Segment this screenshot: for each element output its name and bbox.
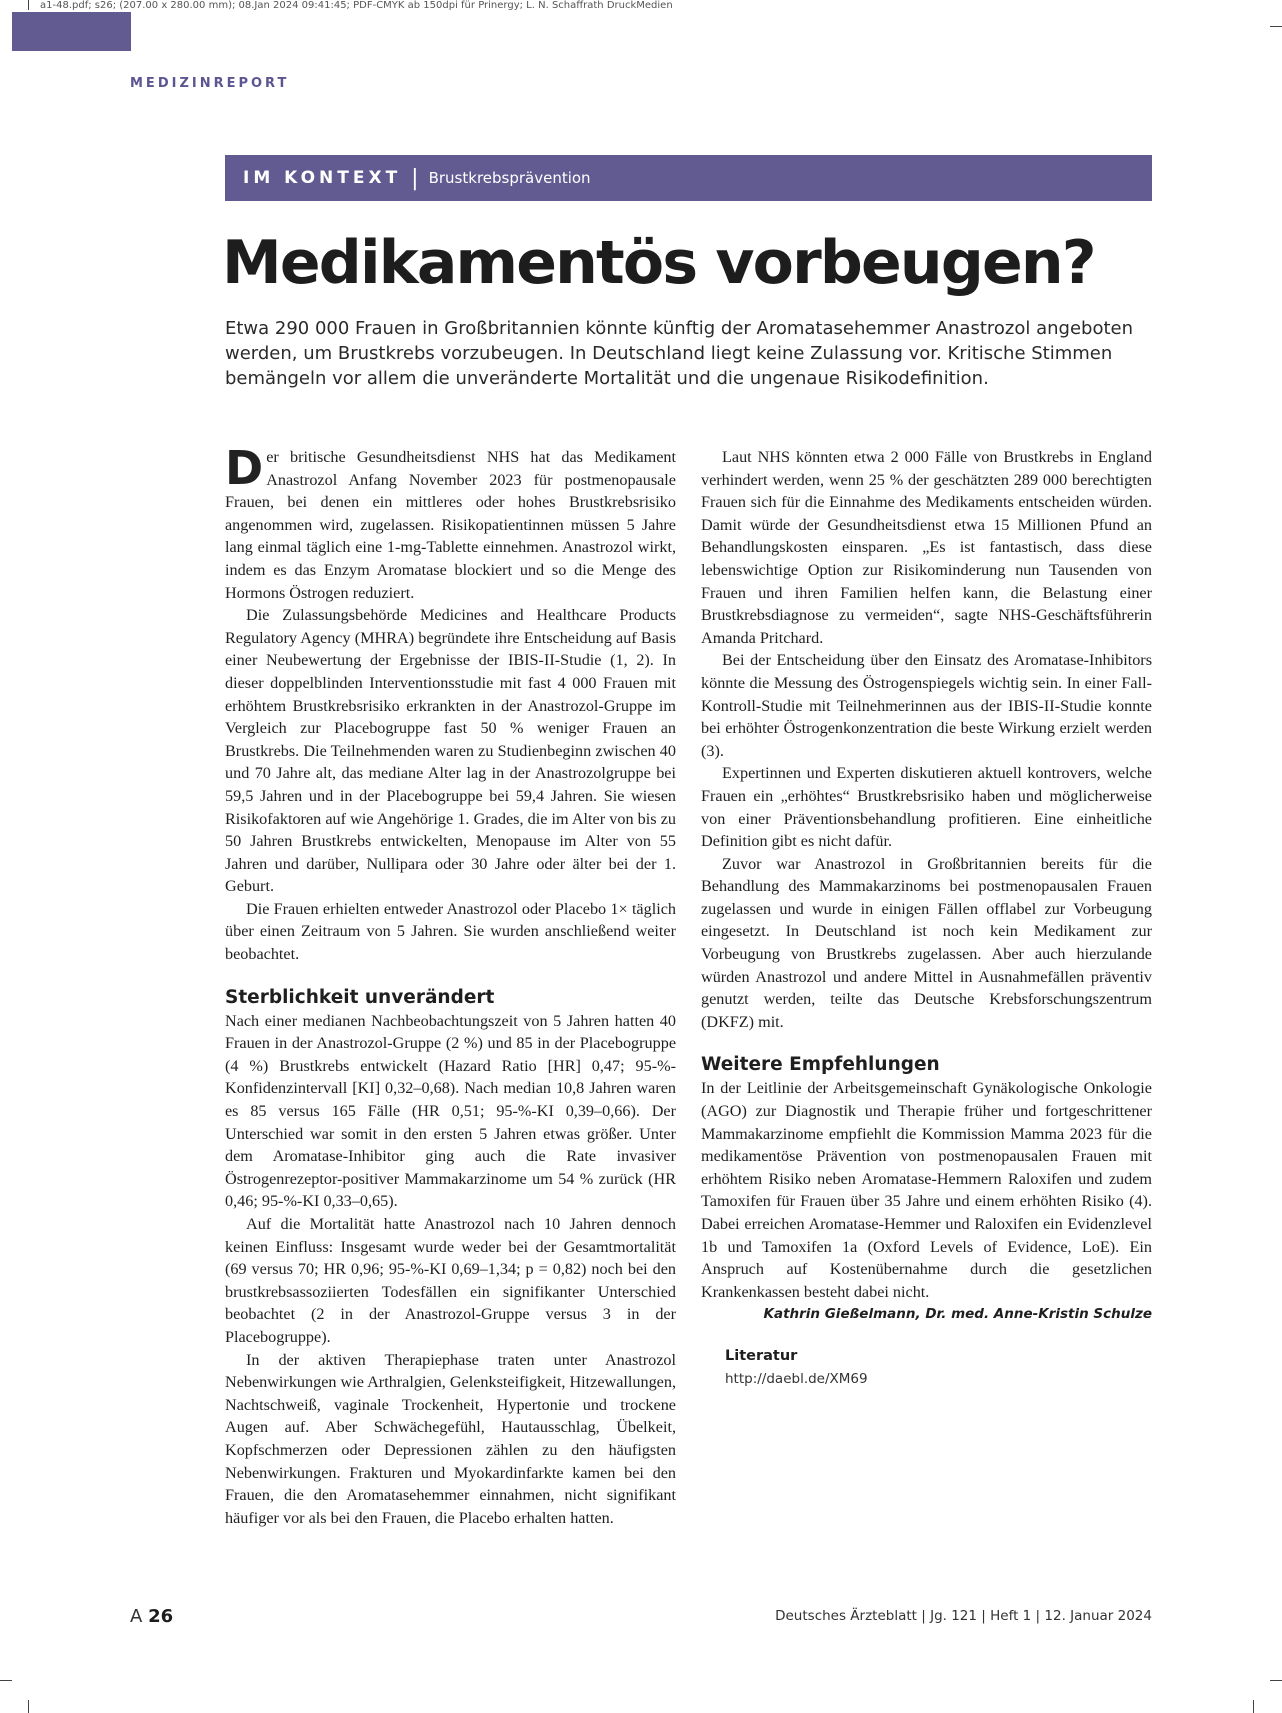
context-kicker: IM KONTEXT xyxy=(243,168,402,188)
article-paragraph: Die Zulassungsbehörde Medicines and Healthcare Products Regulatory Agency (MHRA) begründete ihre Entscheidung auf Basis einer Neubewertung der Ergebnisse der IBIS-II-Studie (1, 2). In dieser doppelblinden Interventionsstudie mit fast 4 000 Frauen mit erhöhtem Brustkrebsrisiko erkrankten in der Anastrozol-Gruppe im Vergleich zur Placebogruppe fast 50 % weniger Frauen an Brustkrebs. Die Teilnehmenden waren zu Studienbeginn zwischen 40 und 70 Jahre alt, das mediane Alter lag in der Anastrozolgruppe bei 59,5 Jahren und in der Placebogruppe bei 59,4 Jahren. Sie wiesen Risikofaktoren auf wie Angehörige 1. Grades, die im Alter von bis zu 50 Jahren Brustkrebs entwickelten, Menopause im Alter von 55 Jahren und darüber, Nullipara oder 30 Jahre oder älter bei der 1. Geburt. xyxy=(225,606,676,896)
context-separator: | xyxy=(411,165,419,191)
literature-text xyxy=(725,1321,868,1390)
journal-footer: Deutsches Ärzteblatt | Jg. 121 | Heft 1 | 12. Januar 2024 xyxy=(775,1608,1152,1624)
article-paragraph: Expertinnen und Experten diskutieren aktuell kontrovers, welche Frauen ein „erhöhtes“ Brustkrebsrisiko haben und möglicherweise von einer Präventionsbehandlung profitieren. Eine einheitliche Definition gibt es nicht dafür. xyxy=(701,764,1152,851)
page-number xyxy=(130,1606,173,1627)
literature-box xyxy=(701,1321,868,1390)
article-paragraph: In der aktiven Therapiephase traten unter Anastrozol Nebenwirkungen wie Arthralgien, Gelenksteifigkeit, Hitzewallungen, Nachtschweiß, vaginale Trockenheit, Hypertonie und trockene Augen auf. Aber Schwächegefühl, Hautausschlag, Übelkeit, Kopfschmerzen oder Depressionen zählen zu den häufigsten Nebenwirkungen. Frakturen und Myokardinfarkte kamen bei den Frauen, die den Aromatasehemmer einnahmen, nicht signifikant häufiger vor als bei den Frauen, die Placebo erhalten hatten. xyxy=(225,1350,676,1527)
article-paragraph: Auf die Mortalität hatte Anastrozol nach 10 Jahren dennoch keinen Einfluss: Insgesamt wurde weder bei der Gesamtmortalität (69 versus 70; HR 0,96; 95-%-KI 0,69–1,34; p = 0,82) noch bei den brustkrebsassoziierten Todesfällen ein signifikanter Unterschied beobachtet (2 in der Anastrozol-Gruppe versus 3 in der Placebogruppe). xyxy=(225,1215,676,1346)
section-color-tab xyxy=(12,12,131,51)
drop-cap: D xyxy=(225,441,264,495)
crop-mark xyxy=(1270,26,1282,27)
article-column-left xyxy=(225,441,676,1529)
article-paragraph: Zuvor war Anastrozol in Großbritannien bereits für die Behandlung des Mammakarzinoms bei postmenopausalen Frauen zugelassen und wurde in einigen Fällen offlabel zur Vorbeugung eingesetzt. In Deutschland ist noch kein Medikament zur Vorbeugung von Brustkrebs zugelassen. Aber auch hierzulande würden Anastrozol und andere Mittel in Ausnahmefällen präventiv genutzt werden, teilte das Deutsche Krebsforschungszentrum (DKFZ) mit. xyxy=(701,854,1152,1031)
article-paragraph: Laut NHS könnten etwa 2 000 Fälle von Brustkrebs in England verhindert werden, wenn 25 % der geschätzten 289 000 berechtigten Frauen sich für die Einnahme des Medikaments entscheiden würden. Damit würde der Gesundheitsdienst etwa 15 Millionen Pfund an Behandlungskosten einsparen. „Es ist fantastisch, dass diese lebenswichtige Option zur Risikominderung nun Tausenden von Frauen und ihren Familien helfen kann, die Belastung einer Brustkrebsdiagnose zu vermeiden“, sagte NHS-Geschäftsführerin Amanda Pritchard. xyxy=(701,448,1152,647)
article-title: Medikamentös vorbeugen? xyxy=(222,228,1095,298)
crop-mark xyxy=(1270,1680,1282,1681)
page-number-value: 26 xyxy=(148,1606,174,1627)
page-prefix: A xyxy=(130,1606,143,1627)
crop-mark xyxy=(28,0,29,10)
crop-mark xyxy=(28,1700,29,1713)
crop-mark xyxy=(0,1680,12,1681)
article-lead: Etwa 290 000 Frauen in Großbritannien könnte künftig der Aromatasehemmer Anastrozol angeboten werden, um Brustkrebs vorzubeugen. In Deutschland liegt keine Zulassung vor. Kritische Stimmen bemängeln vor allem die unveränderte Mortalität und die ungenaue Risikodefinition. xyxy=(225,318,1134,389)
print-slug: a1-48.pdf; s26; (207.00 x 280.00 mm); 08.Jan 2024 09:41:45; PDF-CMYK ab 150dpi für Prinergy; L. N. Schaffrath DruckMedien xyxy=(40,0,673,11)
crop-mark xyxy=(1253,1700,1254,1713)
article-column-right-content xyxy=(701,446,1152,1391)
article-paragraph xyxy=(225,441,676,604)
article-paragraph: Bei der Entscheidung über den Einsatz des Aromatase-Inhibitors könnte die Messung des Östrogenspiegels wichtig sein. In einer Fall-Kontroll-Studie mit Teilnehmerinnen aus der IBIS-II-Studie konnte bei erhöhter Östrogenkonzentration die beste Wirkung erzielt werden (3). xyxy=(701,651,1152,760)
byline: Kathrin Gießelmann, Dr. med. Anne-Kristin Schulze xyxy=(763,1306,1152,1323)
subheading-recommendations: Weitere Empfehlungen xyxy=(701,1054,940,1076)
paragraph-text: In der Leitlinie der Arbeitsgemeinschaft Gynäkologische Onkologie (AGO) zur Diagnostik und Therapie früher und fortgeschrittener Mammakarzinome empfiehlt die Kommission Mamma 2023 für die medikamentöse Prävention von postmenopausalen Frauen mit erhöhtem Risiko neben Aromatase-Hemmern Raloxifen und zudem Tamoxifen für Frauen über 35 Jahre und einem erhöhten Risiko (4). Dabei erreichen Aromatase-Hemmer und Raloxifen ein Evidenzlevel 1b und Tamoxifen 1a (Oxford Levels of Evidence, LoE). Ein Anspruch auf Kostenübernahme durch die gesetzlichen Krankenkassen besteht dabei nicht. xyxy=(701,1079,1152,1301)
article-paragraph xyxy=(701,1077,1152,1323)
literature-title: Literatur xyxy=(725,1348,798,1365)
paragraph-text: er britische Gesundheitsdienst NHS hat das Medikament Anastrozol Anfang November 2023 für postmenopausale Frauen, bei denen ein mittleres oder hohes Brustkrebsrisiko angenommen wird, zugelassen. Risikopatientinnen müssen 5 Jahre lang einmal täglich eine 1-mg-Tablette einnehmen. Anastrozol wirkt, indem es das Enzym Aromatase blockiert und so die Menge des Hormons Östrogen reduziert. xyxy=(225,448,676,602)
subheading-mortality: Sterblichkeit unverändert xyxy=(225,986,495,1008)
literature-link[interactable]: http://daebl.de/XM69 xyxy=(725,1370,868,1387)
article-paragraph: Die Frauen erhielten entweder Anastrozol oder Placebo 1× täglich über einen Zeitraum von 5 Jahren. Sie wurden anschließend weiter beobachtet. xyxy=(225,899,676,964)
context-bar xyxy=(225,155,1152,201)
article-paragraph: Nach einer medianen Nachbeobachtungszeit von 5 Jahren hatten 40 Frauen in der Anastrozol-Gruppe (2 %) und 85 in der Placebogruppe (4 %) Brustkrebs entwickelt (Hazard Ratio [HR] 0,47; 95-%-Konfidenzintervall [KI] 0,32–0,68). Nach median 10,8 Jahren waren es 85 versus 165 Fälle (HR 0,51; 95-%-KI 0,39–0,66). Der Unterschied war somit in den ersten 5 Jahren etwas größer. Unter dem Aromatase-Inhibitor ging auch die Rate invasiver Östrogenrezeptor-positiver Mammakarzinome um 54 % zurück (HR 0,46; 95-%-KI 0,33–0,65). xyxy=(225,1011,676,1211)
section-label: MEDIZINREPORT xyxy=(130,76,290,91)
context-topic: Brustkrebsprävention xyxy=(428,169,591,187)
